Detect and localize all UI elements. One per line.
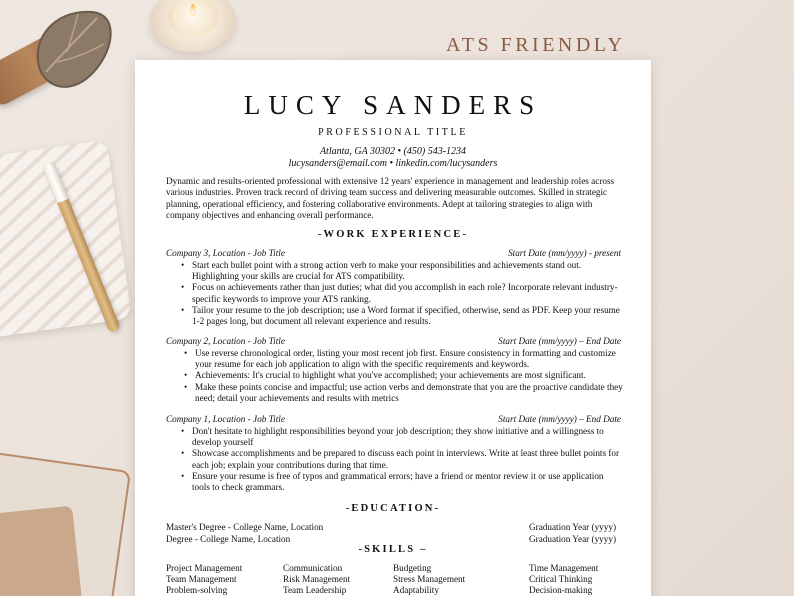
- skill-item: Team Management: [166, 574, 237, 584]
- job-bullets: [184, 348, 624, 404]
- job-bullet: • Make these points concise and impactful; use action verbs and demonstrate that you are the proactive candidate they need; detail your achievements and results with metrics: [184, 382, 624, 404]
- candle-icon: [150, 0, 236, 52]
- skill-item: Communication: [283, 563, 343, 573]
- education-heading: -EDUCATION-: [345, 503, 441, 514]
- leaf-dish-icon: [22, 4, 118, 100]
- contact-email-linkedin: lucysanders@email.com • linkedin.com/lucysanders: [288, 158, 498, 169]
- job-bullet: • Don't hesitate to highlight responsibilities beyond your job description; they show initiative and a willingness to develop yourself: [181, 426, 621, 448]
- job-dates: Start Date (mm/yyyy) - present: [508, 248, 621, 258]
- summary-paragraph: Dynamic and results-oriented professional with extensive 12 years' experience in management and leadership roles across various industries. Proven track record of driving team success and delivering measurable outcomes. Skilled in strategic planning, operational efficiency, and fostering collaborative environments. Adept at tailoring strategies to align with company objectives and enhancing overall performance.: [166, 176, 615, 220]
- skill-item: Stress Management: [393, 574, 466, 584]
- job-dates: Start Date (mm/yyyy) – End Date: [498, 414, 621, 424]
- education-year: Graduation Year (yyyy): [529, 522, 617, 532]
- contact-address-phone: Atlanta, GA 30302 • (450) 543-1234: [319, 146, 467, 157]
- job-bullet: • Tailor your resume to the job description; use a Word format if specified, otherwise, send as PDF. Keep your resume 1-2 pages long, but document all relevant experience and results.: [181, 305, 621, 327]
- job-bullets: [181, 260, 621, 327]
- skill-item: Decision-making: [529, 585, 593, 595]
- job-bullet: • Ensure your resume is free of typos and grammatical errors; have a friend or mentor review it or use application tools to check grammars.: [181, 471, 621, 493]
- resume-name: LUCY SANDERS: [243, 90, 543, 120]
- resume-page: [135, 60, 651, 596]
- skill-item: Budgeting: [393, 563, 432, 573]
- skill-item: Team Leadership: [283, 585, 347, 595]
- skill-item: Risk Management: [283, 574, 351, 584]
- job-company-title: Company 1, Location - Job Title: [166, 414, 285, 424]
- job-bullet: • Focus on achievements rather than just duties; what did you accomplish in each role? Incorporate relevant industry-specific keywords to improve your ATS ranking.: [181, 282, 621, 304]
- job-bullet: • Achievements: It's crucial to highlight what you've accomplished; your achievements are most significant.: [184, 370, 624, 381]
- job-dates: Start Date (mm/yyyy) – End Date: [498, 336, 621, 346]
- skill-item: Critical Thinking: [529, 574, 593, 584]
- job-bullets: [181, 426, 621, 493]
- education-year: Graduation Year (yyyy): [529, 534, 617, 544]
- job-bullet: • Start each bullet point with a strong action verb to make your responsibilities and achievements stand out. Highlighting your skills are crucial for ATS compatibility.: [181, 260, 621, 282]
- skill-item: Time Management: [529, 563, 599, 573]
- skill-item: Project Management: [166, 563, 243, 573]
- work-experience-heading: -WORK EXPERIENCE-: [317, 229, 469, 240]
- job-bullet: • Showcase accomplishments and be prepared to discuss each point in interviews. Write at least three bullet points for each job; explain your contributions during that time.: [181, 448, 621, 470]
- professional-title: PROFESSIONAL TITLE: [318, 127, 468, 138]
- education-degree: Degree - College Name, Location: [166, 534, 291, 544]
- skill-item: Adaptability: [393, 585, 439, 595]
- skill-item: Problem-solving: [166, 585, 228, 595]
- notebook-card: [0, 505, 83, 596]
- ats-friendly-label: ATS FRIENDLY: [446, 34, 626, 56]
- job-company-title: Company 3, Location - Job Title: [166, 248, 285, 258]
- skills-heading: -SKILLS –: [358, 544, 428, 555]
- job-bullet: • Use reverse chronological order, listing your most recent job first. Ensure consistency in formatting and customize your resume for each job application to align with the specific requirements and keywords.: [184, 348, 624, 370]
- education-degree: Master's Degree - College Name, Location: [166, 522, 324, 532]
- job-company-title: Company 2, Location - Job Title: [166, 336, 285, 346]
